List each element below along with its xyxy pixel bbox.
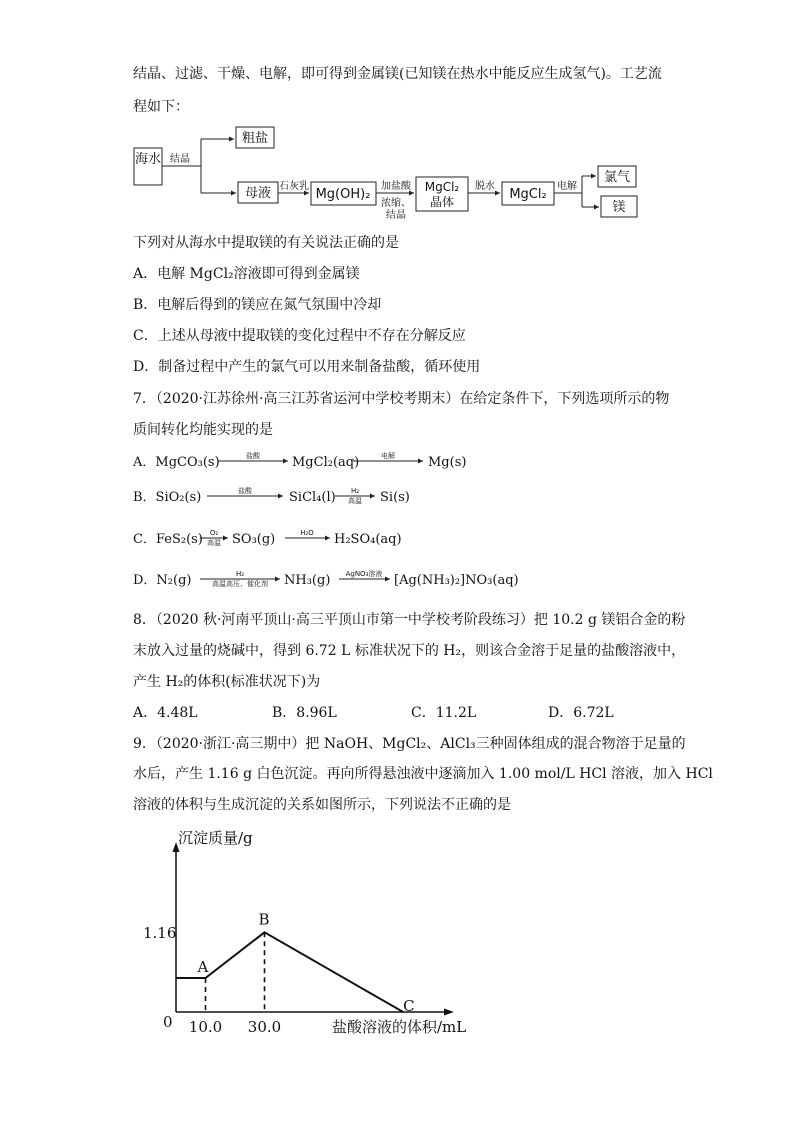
- x-axis-label: 盐酸溶液的体积/mL: [332, 1018, 467, 1036]
- q7-stem-line1: 7．（2020·江苏徐州·高三江苏省运河中学校考期末）在给定条件下，下列选项所示的物: [133, 391, 670, 407]
- q7-c-mid: SO₃(g): [232, 532, 276, 547]
- point-label-c: C: [403, 997, 415, 1015]
- q7-b-end: Si(s): [380, 490, 410, 505]
- crude-salt-label: 粗盐: [241, 131, 269, 146]
- q7-d-mid: NH₃(g): [284, 573, 331, 588]
- q8-option-d: D．6.72L: [548, 705, 614, 721]
- q6-stem: 下列对从海水中提取镁的有关说法正确的是: [133, 235, 399, 251]
- q7-d-cond1-bot: 高温高压、催化剂: [212, 580, 268, 588]
- q8-option-c: C．11.2L: [411, 705, 477, 721]
- dehydrate-label: 脱水: [475, 181, 495, 192]
- q7-b-cond2-bot: 高温: [348, 497, 362, 505]
- magnesium-label: 镁: [612, 200, 626, 215]
- chlorine-label: 氯气: [603, 170, 631, 185]
- q7-a-cond2: 电解: [381, 452, 395, 460]
- x-tick-label-10: 10.0: [188, 1018, 223, 1036]
- point-label-a: A: [197, 958, 209, 977]
- crystallize2-label: 结晶: [386, 210, 406, 221]
- q7-b-cond2-top: H₂: [350, 487, 360, 495]
- q9-line1: 9．（2020·浙江·高三期中）把 NaOH、MgCl₂、AlCl₃三种固体组成的混合物溶于足量的: [133, 736, 686, 752]
- q7-c-label: C．FeS₂(s): [133, 532, 203, 547]
- q7-c-cond1-top: O₂: [209, 529, 219, 537]
- series-line: [176, 932, 403, 1012]
- q7-c-cond2: H₂O: [300, 529, 314, 537]
- crystallize-label: 结晶: [170, 154, 190, 165]
- q7-a-label: A．MgCO₃(s): [133, 455, 220, 470]
- q8-line3: 产生 H₂的体积(标准状况下)为: [133, 674, 321, 690]
- q8-line2: 末放入过量的烧碱中，得到 6.72 L 标准状况下的 H₂，则该合金溶于足量的盐酸溶液中，: [133, 643, 686, 659]
- q7-a-end: Mg(s): [428, 455, 467, 470]
- q6-option-c: C．上述从母液中提取镁的变化过程中不存在分解反应: [133, 328, 466, 344]
- q7-stem-line2: 质间转化均能实现的是: [133, 422, 273, 438]
- intro-line-2: 程如下：: [133, 99, 189, 115]
- mgoh2-label: Mg(OH)₂: [315, 187, 371, 202]
- mother-liquor-label: 母液: [244, 186, 272, 201]
- electrolysis-label: 电解: [557, 181, 577, 192]
- q7-a-cond1: 盐酸: [246, 452, 260, 460]
- y-axis-label: 沉淀质量/g: [178, 829, 253, 847]
- origin-label: 0: [163, 1013, 173, 1031]
- q8-option-b: B．8.96L: [272, 705, 337, 721]
- q9-line3: 溶液的体积与生成沉淀的关系如图所示，下列说法不正确的是: [133, 797, 511, 813]
- mgcl2-crystal-line2: 晶体: [429, 195, 455, 209]
- q7-c-end: H₂SO₄(aq): [334, 532, 402, 547]
- mgcl2-crystal-line1: MgCl₂: [424, 180, 460, 194]
- concentrate-label: 浓缩、: [381, 198, 411, 209]
- q7-b-mid: SiCl₄(l): [289, 490, 336, 505]
- q9-line2: 水后，产生 1.16 g 白色沉淀。再向所得悬浊液中逐滴加入 1.00 mol/L HCl 溶液，加入 HCl: [133, 766, 713, 782]
- q8-option-a: A．4.48L: [133, 705, 198, 721]
- q6-option-b: B．电解后得到的镁应在氮气氛围中冷却: [133, 297, 382, 313]
- q7-b-cond1: 盐酸: [238, 487, 252, 495]
- q6-option-a: A．电解 MgCl₂溶液即可得到金属镁: [133, 266, 360, 282]
- q6-option-d: D．制备过程中产生的氯气可以用来制备盐酸，循环使用: [133, 359, 481, 375]
- point-label-b: B: [258, 910, 270, 929]
- q7-b-label: B．SiO₂(s): [133, 490, 202, 505]
- lime-milk-label: 石灰乳: [279, 181, 309, 192]
- q7-c-cond1-bot: 高温: [207, 539, 221, 547]
- q8-line1: 8．（2020 秋·河南平顶山·高三平顶山市第一中学校考阶段练习）把 10.2 g 镁铝合金的粉: [133, 612, 686, 628]
- y-tick-label: 1.16: [143, 924, 177, 942]
- q7-a-mid: MgCl₂(aq): [292, 455, 360, 470]
- q7-d-label: D．N₂(g): [133, 573, 192, 588]
- mgcl2-label: MgCl₂: [509, 187, 547, 202]
- intro-line-1: 结晶、过滤、干燥、电解，即可得到金属镁(已知镁在热水中能反应生成氢气)。工艺流: [133, 66, 662, 82]
- seawater-label: 海水: [134, 152, 162, 167]
- x-tick-label-30: 30.0: [247, 1018, 282, 1036]
- q7-d-cond1-top: H₂: [235, 570, 245, 578]
- q7-d-cond2: AgNO₃溶液: [345, 570, 383, 578]
- add-hcl-label: 加盐酸: [381, 181, 411, 192]
- q7-d-end: [Ag(NH₃)₂]NO₃(aq): [394, 573, 519, 588]
